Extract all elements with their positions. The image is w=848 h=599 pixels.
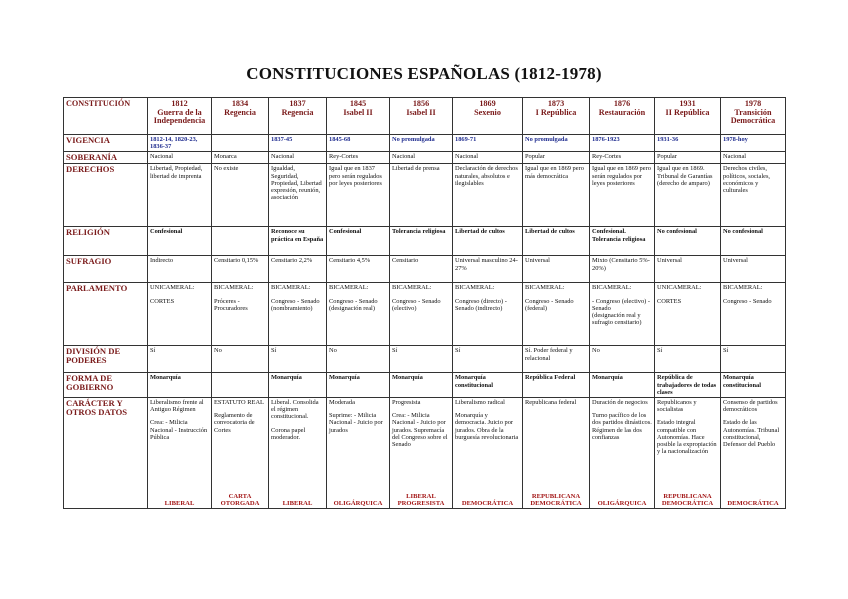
row-caracter [64,398,786,509]
character-details: Suprime: - Milicia Nacional - Juicio por jurados [329,412,383,434]
constitution-name: Isabel II [343,107,373,117]
cell-derechos: Libertad de prensa [390,164,453,227]
cell-religion: No confesional [721,227,786,256]
parliament-chambers: CORTES [150,297,175,305]
header-row [64,98,786,135]
cell-religion: Tolerancia religiosa [390,227,453,256]
parliament-note: (designación real) [329,304,375,312]
character-details: Reglamento de convocatoria de Cortes [214,412,255,434]
cell-vigencia: 1845-68 [327,135,390,152]
parliament-type: BICAMERAL: [455,284,495,292]
parliament-type: BICAMERAL: [214,284,254,292]
cell-derechos: Igualdad, Seguridad, Propiedad, Libertad expresión, reunión, asociación [269,164,327,227]
cell-vigencia: 1837-45 [269,135,327,152]
cell-caracter [453,398,523,509]
character-details: Crea: - Milicia Nacional - Instrucción Pública [150,419,208,441]
character-summary: ESTATUTO REAL [214,399,264,407]
character-label: LIBERAL [164,500,195,508]
constitution-name: Transición Democrática [730,107,776,126]
row-label-derechos: DERECHOS [64,164,148,227]
cell-division: Sí [269,346,327,373]
cell-division: Sí [390,346,453,373]
character-details: Estado integral compatible con Autonomías. Hace posible la expropiación y la nacionalización [657,419,717,456]
cell-soberania: Rey-Cortes [590,152,655,164]
cell-vigencia [212,135,269,152]
column-header [590,98,655,135]
character-summary: Duración de negocios [592,399,648,407]
cell-religion: Confesional. Tolerancia religiosa [590,227,655,256]
parliament-chambers: Congreso - Senado [392,297,441,305]
cell-vigencia: No promulgada [523,135,590,152]
constitution-name: II República [665,107,710,117]
row-derechos [64,164,786,227]
column-header [721,98,786,135]
parliament-chambers: Congreso - Senado [271,297,320,305]
cell-vigencia: No promulgada [390,135,453,152]
character-summary: Consenso de partidos democráticos [723,399,778,414]
character-label: LIBERAL [282,500,313,508]
cell-forma: Monarquía [148,373,212,398]
character-details: Monarquía y democracia. Juicio por jurados. Obra de la burguesía revolucionaria [455,412,519,441]
cell-religion: Confesional [327,227,390,256]
column-header [327,98,390,135]
column-header [523,98,590,135]
cell-soberania: Popular [655,152,721,164]
cell-division: Sí. Poder federal y relacional [523,346,590,373]
parliament-note: (electivo) [392,304,417,312]
cell-soberania: Nacional [721,152,786,164]
constitution-year: 1856 [412,99,430,108]
cell-vigencia: 1978-hoy [721,135,786,152]
cell-sufragio: Universal masculino 24-27% [453,256,523,283]
row-soberania [64,152,786,164]
constitution-name: Regencia [281,107,314,117]
constitution-name: Guerra de la Independencia [153,107,206,126]
character-label: REPUBLICANA DEMOCRÁTICA [530,493,582,508]
constitution-year: 1931 [679,99,696,108]
character-summary: Republicanos y socialistas [657,399,697,414]
cell-forma: Monarquía [390,373,453,398]
column-header [212,98,269,135]
cell-division: No [212,346,269,373]
cell-caracter [148,398,212,509]
constitutions-table [63,97,786,509]
cell-parlamento [721,283,786,346]
cell-soberania: Popular [523,152,590,164]
constitution-year: 1873 [547,99,565,108]
constitution-name: Isabel II [406,107,436,117]
cell-parlamento [523,283,590,346]
cell-division: Sí [721,346,786,373]
constitution-name: Sexenio [474,107,501,117]
spacer [525,406,587,412]
row-label-division: DIVISIÓN DE PODERES [64,346,148,373]
parliament-type: BICAMERAL: [723,284,763,292]
cell-soberania: Nacional [390,152,453,164]
cell-religion: No confesional [655,227,721,256]
cell-religion [212,227,269,256]
character-summary: Liberalismo frente al Antiguo Régimen [150,399,204,414]
cell-forma [212,373,269,398]
cell-religion: Libertad de cultos [523,227,590,256]
constitution-name: I República [535,107,577,117]
column-header [390,98,453,135]
row-label-vigencia: VIGENCIA [64,135,148,152]
column-header [453,98,523,135]
cell-sufragio: Indirecto [148,256,212,283]
row-label-religion: RELIGIÓN [64,227,148,256]
cell-parlamento [390,283,453,346]
cell-caracter [721,398,786,509]
character-details: Corona papel moderador. [271,426,306,441]
row-label-constitucion: CONSTITUCIÓN [64,98,148,135]
cell-sufragio: Censitario 2,2% [269,256,327,283]
cell-derechos: Igual que en 1869 pero más democrática [523,164,590,227]
cell-parlamento [269,283,327,346]
parliament-type: BICAMERAL: [392,284,432,292]
row-vigencia [64,135,786,152]
parliament-type: BICAMERAL: [592,284,632,292]
parliament-chambers: Congreso - Senado [525,297,574,305]
parliament-chambers: - Congreso (electivo) - Senado [592,297,651,312]
character-label: DEMOCRÁTICA [727,500,779,508]
cell-derechos: Libertad, Propiedad, libertad de imprenta [148,164,212,227]
parliament-note: (federal) [525,304,547,312]
cell-sufragio: Censitario 0,15% [212,256,269,283]
cell-sufragio: Universal [721,256,786,283]
cell-forma: República Federal [523,373,590,398]
row-label-sufragio: SUFRAGIO [64,256,148,283]
cell-parlamento [148,283,212,346]
character-label: DEMOCRÁTICA [461,500,514,508]
cell-religion: Reconoce su práctica en España [269,227,327,256]
cell-derechos: No existe [212,164,269,227]
cell-forma: Monarquía constitucional [721,373,786,398]
cell-derechos: Igual que en 1869 pero serán regulados por leyes posteriores [590,164,655,227]
cell-soberania: Monarca [212,152,269,164]
parliament-type: BICAMERAL: [525,284,565,292]
cell-caracter [269,398,327,509]
character-summary: Liberal. Consolida el régimen constitucional. [271,399,319,421]
cell-sufragio: Censitario [390,256,453,283]
cell-division: No [327,346,390,373]
constitution-year: 1834 [231,99,249,108]
cell-forma: Monarquía [269,373,327,398]
cell-vigencia: 1931-36 [655,135,721,152]
cell-caracter [327,398,390,509]
cell-vigencia: 1869-71 [453,135,523,152]
constitution-name: Restauración [598,107,646,117]
cell-division: Sí [655,346,721,373]
row-sufragio [64,256,786,283]
parliament-type: UNICAMERAL: [657,284,702,292]
cell-caracter [390,398,453,509]
cell-derechos: Derechos civiles, políticos, sociales, económicos y culturales [721,164,786,227]
parliament-chambers: CORTES [657,297,682,305]
character-label: REPUBLICANA DEMOCRÁTICA [661,493,714,508]
row-religion [64,227,786,256]
character-summary: Moderada [329,399,355,407]
constitution-year: 1845 [349,99,367,108]
parliament-type: BICAMERAL: [329,284,369,292]
row-label-soberania: SOBERANÍA [64,152,148,164]
cell-forma: Monarquía constitucional [453,373,523,398]
column-header [655,98,721,135]
cell-derechos: Igual que en 1837 pero serán regulados por leyes posteriores [327,164,390,227]
parliament-chambers: Congreso - Senado [723,297,772,305]
parliament-chambers: Congreso - Senado [329,297,378,305]
cell-caracter [655,398,721,509]
cell-soberania: Nacional [148,152,212,164]
cell-religion: Confesional [148,227,212,256]
character-details: Turno pacífico de los dos partidos dinásticos. Régimen de las dos confianzas [592,412,652,441]
parliament-note: (designación real y sufragio censitario) [592,312,642,327]
cell-vigencia: 1812-14, 1820-23, 1836-37 [148,135,212,152]
row-forma [64,373,786,398]
parliament-note: (nombramiento) [271,304,313,312]
row-label-forma: FORMA DE GOBIERNO [64,373,148,398]
cell-vigencia: 1876-1923 [590,135,655,152]
constitution-name: Regencia [224,107,256,117]
character-label: LIBERAL PROGRESISTA [397,493,445,508]
cell-sufragio: Universal [523,256,590,283]
row-division [64,346,786,373]
cell-parlamento [655,283,721,346]
row-label-caracter: CARÁCTER Y OTROS DATOS [64,398,148,509]
constitution-year: 1869 [479,99,496,108]
cell-parlamento [212,283,269,346]
constitution-year: 1876 [613,99,631,108]
cell-division: Sí [453,346,523,373]
parliament-type: BICAMERAL: [271,284,311,292]
cell-parlamento [327,283,390,346]
constitution-year: 1837 [289,99,306,108]
cell-division: No [590,346,655,373]
character-details: Crea: - Milicia Nacional - Juicio por jurados. Supremacía del Congreso sobre el Senado [392,412,448,449]
cell-derechos: Declaración de derechos naturales, absolutos e ilegislables [453,164,523,227]
cell-forma: Monarquía [590,373,655,398]
cell-division: Sí [148,346,212,373]
cell-sufragio: Mixto (Censitario 5%- 20%) [590,256,655,283]
cell-soberania: Rey-Cortes [327,152,390,164]
cell-derechos: Igual que en 1869. Tribunal de Garantías (derecho de amparo) [655,164,721,227]
character-label: CARTA OTORGADA [220,493,260,508]
character-label: OLIGÁRQUICA [333,500,383,508]
row-parlamento [64,283,786,346]
cell-forma: Monarquía [327,373,390,398]
column-header [148,98,212,135]
character-details: Estado de las Autonomías. Tribunal constitucional, Defensor del Pueblo [723,419,780,449]
character-summary: Republicana federal [525,399,577,407]
cell-soberania: Nacional [269,152,327,164]
character-label: OLIGÁRQUICA [597,500,647,508]
cell-religion: Libertad de cultos [453,227,523,256]
parliament-chambers: Próceres - Procuradores [214,297,248,312]
parliament-chambers: Congreso (directo) - Senado (indirecto) [455,297,507,312]
cell-parlamento [590,283,655,346]
cell-caracter [590,398,655,509]
parliament-type: UNICAMERAL: [150,284,195,292]
cell-caracter [523,398,590,509]
cell-parlamento [453,283,523,346]
constitution-year: 1812 [171,99,188,108]
cell-soberania: Nacional [453,152,523,164]
cell-sufragio: Censitario 4,5% [327,256,390,283]
column-header [269,98,327,135]
cell-forma: República de trabajadores de todas clases [655,373,721,398]
cell-sufragio: Universal [655,256,721,283]
character-summary: Progresista [392,399,421,407]
page-title: CONSTITUCIONES ESPAÑOLAS (1812-1978) [246,64,602,83]
character-summary: Liberalismo radical [455,399,505,407]
constitution-year: 1978 [744,99,762,108]
cell-caracter [212,398,269,509]
row-label-parlamento: PARLAMENTO [64,283,148,346]
